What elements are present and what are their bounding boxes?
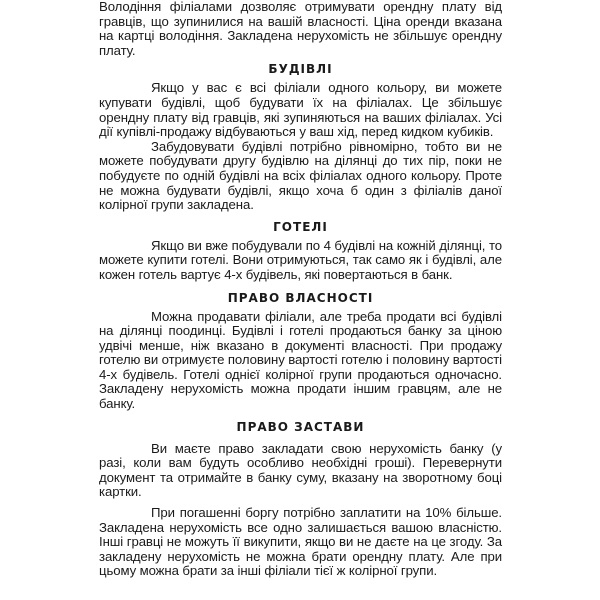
buildings-paragraph-2: Забудовувати будівлі потрібно рівномірно, тобто ви не можете побудувати другу будівлю на ділянці до тих пір, поки не побудуєте по одній будівлі на всіх філіалах одного кольору. Проте не можна будувати будівлі, якщо хоча б один з філіалів даної колірної групи закладена.	[99, 138, 502, 213]
buildings-heading: БУДІВЛІ	[268, 62, 333, 77]
rules-page	[99, 0, 502, 600]
mortgage-paragraph-2: При погашенні боргу потрібно заплатити на 10% більше. Закладена нерухомість все одно залишається вашою власністю. Інші гравці не можуть її викупити, якщо ви не даєте на це згоду. За закладену нерухомість не можна брати орендну плату. Але при цьому можна брати за інші філіали тієї ж колірної групи.	[99, 505, 502, 579]
buildings-paragraph-1: Якщо у вас є всі філіали одного кольору, ви можете купувати будівлі, щоб будувати їх на філіалах. Це збільшує орендну плату від гравців, які зупиняються на ваших філіалах. Усі дії купівлі-продажу відбуваються у ваш хід, перед кидком кубиків.	[99, 80, 502, 140]
mortgage-heading: ПРАВО ЗАСТАВИ	[236, 419, 365, 434]
ownership-heading: ПРАВО ВЛАСНОСТІ	[227, 290, 374, 305]
intro-paragraph: Володіння філіалами дозволяє отримувати орендну плату від гравців, що зупинилися на вашій власності. Ціна оренди вказана на картці володіння. Закладена нерухомість не збільшує орендну плату.	[99, 0, 502, 58]
hotels-heading: ГОТЕЛІ	[273, 219, 328, 234]
ownership-paragraph: Можна продавати філіали, але треба продати всі будівлі на ділянці поодинці. Будівлі і готелі продаються банку за ціною удвічі менше, ніж вказано в документі власності. При продажу готелю ви отримуєте половину вартості готелю і половину вартості 4-х будівель. Готелі однієї колірної групи продаються одночасно. Закладену нерухомість можна продати іншим гравцям, але не банку.	[99, 308, 502, 412]
hotels-paragraph: Якщо ви вже побудували по 4 будівлі на кожній ділянці, то можете купити готелі. Вони отримуються, так само як і будівлі, але кожен готель вартує 4-х будівель, які повертаються в банк.	[99, 237, 502, 282]
mortgage-paragraph-1: Ви маєте право закладати свою нерухомість банку (у разі, коли вам будуть особливо необхідні гроші). Перевернути документ та отримайте в банку суму, вказану на зворотному боці картки.	[99, 440, 502, 500]
